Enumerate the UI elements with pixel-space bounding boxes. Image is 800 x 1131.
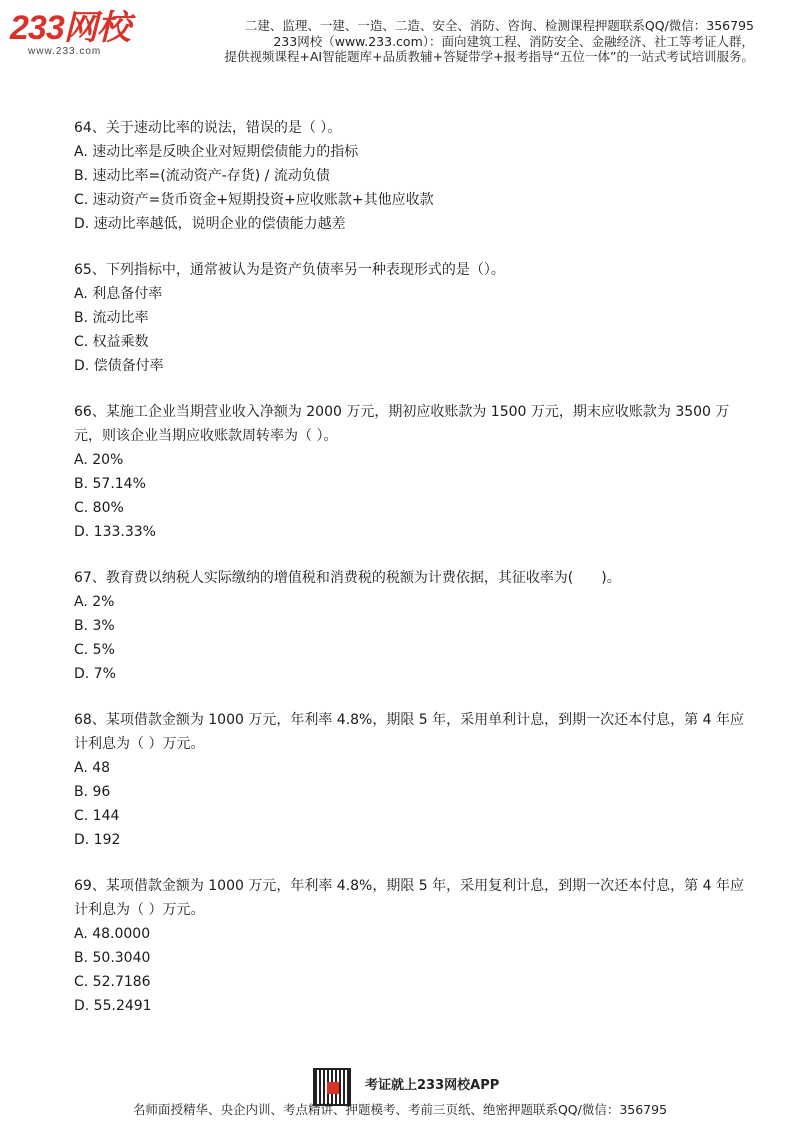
header-contact-line: 二建、监理、一建、一造、二造、安全、消防、咨询、检测课程押题联系QQ/微信：356795	[244, 18, 754, 33]
question-65	[74, 258, 754, 378]
option-b: B. 96	[74, 784, 111, 800]
footer-contact-line: 名师面授精华、央企内训、考点精讲、押题模考、考前三页纸、绝密押题联系QQ/微信：356795	[132, 1102, 668, 1117]
option-c: C. 52.7186	[74, 974, 151, 990]
question-stem: 69、某项借款金额为 1000 万元，年利率 4.8%，期限 5 年，采用复利计息，到期一次还本付息，第 4 年应计利息为（ ）万元。	[74, 878, 744, 918]
option-d: D. 速动比率越低，说明企业的偿债能力越差	[74, 216, 346, 232]
option-c: C. 速动资产=货币资金+短期投资+应收账款+其他应收款	[74, 192, 434, 208]
header-intro-line: 233网校（www.233.com）：面向建筑工程、消防安全、金融经济、社工等考证人群，	[273, 34, 754, 49]
option-a: A. 48.0000	[74, 926, 151, 942]
question-stem: 65、下列指标中，通常被认为是资产负债率另一种表现形式的是（）。	[74, 262, 505, 278]
option-b: B. 57.14%	[74, 476, 146, 492]
page-footer	[0, 1064, 800, 1131]
option-a: A. 20%	[74, 452, 124, 468]
option-b: B. 速动比率=(流动资产-存货) / 流动负债	[74, 168, 330, 184]
header-service-line: 提供视频课程+AI智能题库+品质教辅+答疑带学+报考指导“五位一体”的一站式考试培训服务。	[224, 49, 754, 64]
footer-app-promo: 考证就上233网校APP	[365, 1078, 500, 1093]
option-c: C. 144	[74, 808, 120, 824]
qr-center-logo	[327, 1082, 339, 1094]
page-header	[0, 0, 800, 70]
question-stem: 68、某项借款金额为 1000 万元，年利率 4.8%，期限 5 年，采用单利计息，到期一次还本付息，第 4 年应计利息为（ ）万元。	[74, 712, 744, 752]
option-c: C. 80%	[74, 500, 124, 516]
logo-url: www.233.com	[28, 46, 102, 57]
question-66	[74, 400, 754, 544]
option-d: D. 55.2491	[74, 998, 152, 1014]
question-stem: 67、教育费以纳税人实际缴纳的增值税和消费税的税额为计费依据，其征收率为( )。	[74, 570, 621, 586]
option-c: C. 5%	[74, 642, 115, 658]
option-d: D. 133.33%	[74, 524, 156, 540]
logo-text: 233网校	[10, 9, 130, 47]
option-d: D. 7%	[74, 666, 116, 682]
option-b: B. 3%	[74, 618, 115, 634]
question-64	[74, 116, 754, 236]
question-list	[74, 116, 754, 1040]
question-stem: 66、某施工企业当期营业收入净额为 2000 万元，期初应收账款为 1500 万元，期末应收账款为 3500 万元，则该企业当期应收账款周转率为（ ）。	[74, 404, 730, 444]
question-68	[74, 708, 754, 852]
question-67	[74, 566, 754, 686]
option-b: B. 流动比率	[74, 310, 149, 326]
option-d: D. 192	[74, 832, 121, 848]
option-b: B. 50.3040	[74, 950, 151, 966]
option-a: A. 2%	[74, 594, 115, 610]
question-stem: 64、关于速动比率的说法，错误的是（ ）。	[74, 120, 342, 136]
option-a: A. 利息备付率	[74, 286, 163, 302]
option-a: A. 速动比率是反映企业对短期偿债能力的指标	[74, 144, 359, 160]
option-a: A. 48	[74, 760, 111, 776]
brand-logo[interactable]	[10, 8, 180, 58]
option-d: D. 偿债备付率	[74, 358, 164, 374]
question-69	[74, 874, 754, 1018]
option-c: C. 权益乘数	[74, 334, 149, 350]
